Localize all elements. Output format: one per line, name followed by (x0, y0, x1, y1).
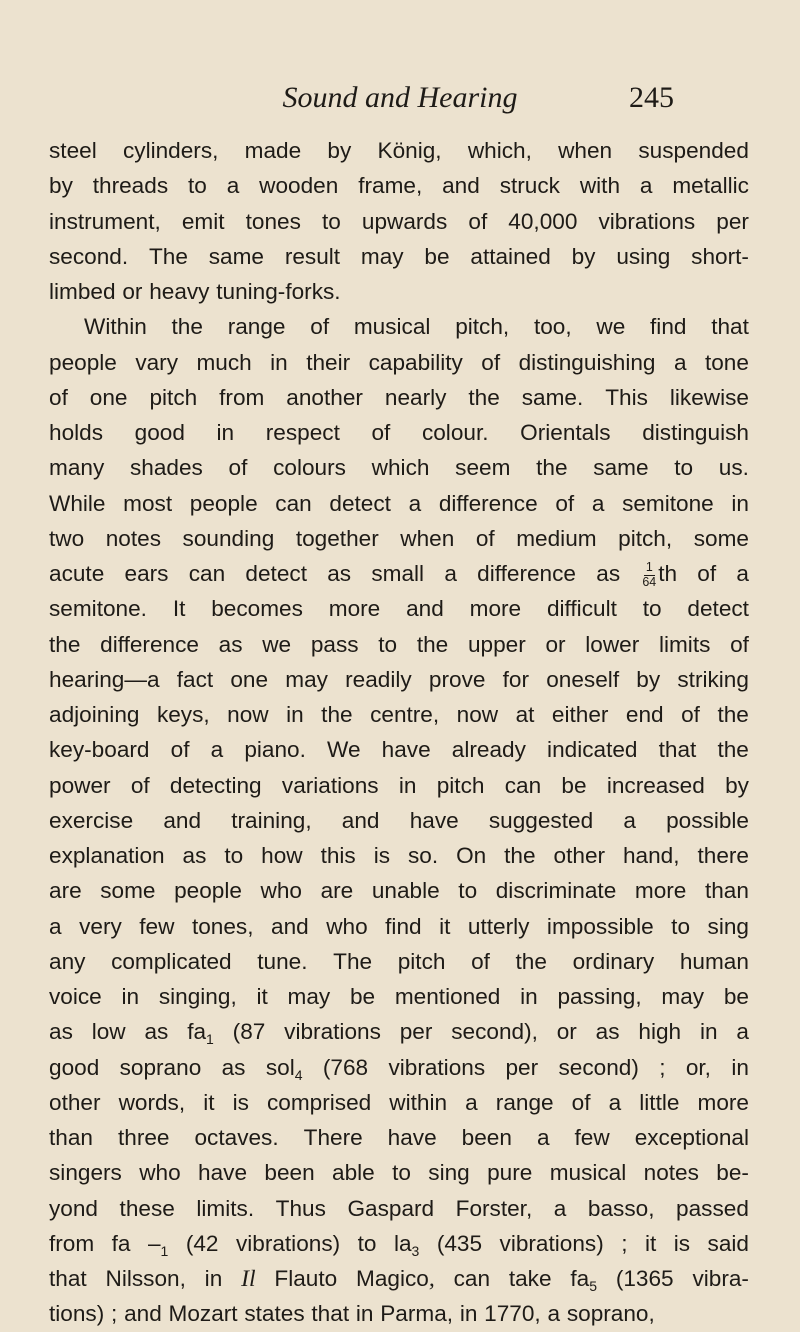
text-line: second. The same result may be attained by using short- (49, 243, 749, 269)
text-line: key-board of a piano. We have already indicated that the (49, 737, 749, 763)
text-line: While most people can detect a difference of a semitone in (49, 490, 749, 516)
text-line: other words, it is comprised within a range of a little more (49, 1089, 749, 1115)
text-line: holds good in respect of colour. Orientals distinguish (49, 420, 749, 445)
text-line: steel cylinders, made by König, which, when suspended (49, 138, 749, 163)
text-line: semitone. It becomes more and more difficult to detect (49, 596, 749, 622)
fraction: $\frac{1}{64}$ (642, 560, 657, 589)
text-line: many shades of colours which seem the same to us. (49, 455, 749, 481)
text-line: acute ears can detect as small a difference as $\frac{1}{64}$ th of a (49, 560, 749, 589)
text-line: voice in singing, it may be mentioned in passing, may be (49, 984, 749, 1009)
text-line: are some people who are unable to discriminate more than (49, 878, 749, 904)
text-line: than three octaves. There have been a few exceptional (49, 1125, 749, 1150)
text-line: limbed or heavy tuning-forks. (49, 279, 341, 304)
text-line: yond these limits. Thus Gaspard Forster, a basso, passed (49, 1195, 749, 1221)
text-line: instrument, emit tones to upwards of 40,000 vibrations per (49, 208, 749, 234)
text-line: the difference as we pass to the upper or lower limits of (49, 631, 749, 657)
text-line: two notes sounding together when of medium pitch, some (49, 525, 749, 551)
running-title: Sound and Hearing (282, 81, 518, 114)
text-line: adjoining keys, now in the centre, now at either end of the (49, 702, 749, 727)
text-line: of one pitch from another nearly the same. This likewise (49, 384, 749, 410)
body-text (49, 133, 749, 1332)
text-line: hearing—a fact one may readily prove for oneself by striking (49, 666, 749, 692)
text-line: tions) ; and Mozart states that in Parma, in 1770, a soprano, (49, 1301, 655, 1327)
text-line: explanation as to how this is so. On the other hand, there (49, 843, 749, 868)
text-line: power of detecting variations in pitch can be increased by (49, 772, 749, 798)
text-line: any complicated tune. The pitch of the ordinary human (49, 948, 749, 974)
text-line: Within the range of musical pitch, too, we find that (84, 314, 749, 340)
text-line: from fa $-_1$ (42 vibrations) to $la_3$ (435 vibrations) ; it is said (49, 1230, 749, 1259)
text-line: as low as $fa_1$ (87 vibrations per second), or as high in a (49, 1019, 749, 1048)
text-line: good soprano as sol$_4$ (768 vibrations per second) ; or, in (49, 1054, 749, 1083)
text-line: by threads to a wooden frame, and struck with a metallic (49, 173, 749, 199)
text-line: a very few tones, and who find it utterly impossible to sing (49, 913, 749, 939)
page-header (0, 78, 800, 122)
text-line: people vary much in their capability of distinguishing a tone (49, 349, 749, 375)
text-line: exercise and training, and have suggested a possible (49, 807, 749, 833)
page-number: 245 (629, 81, 674, 114)
text-line: singers who have been able to sing pure musical notes be- (49, 1160, 749, 1186)
text-line: that Nilsson, in Il Flauto Magico, can take $fa_5$ (1365 vibra- (49, 1266, 749, 1294)
